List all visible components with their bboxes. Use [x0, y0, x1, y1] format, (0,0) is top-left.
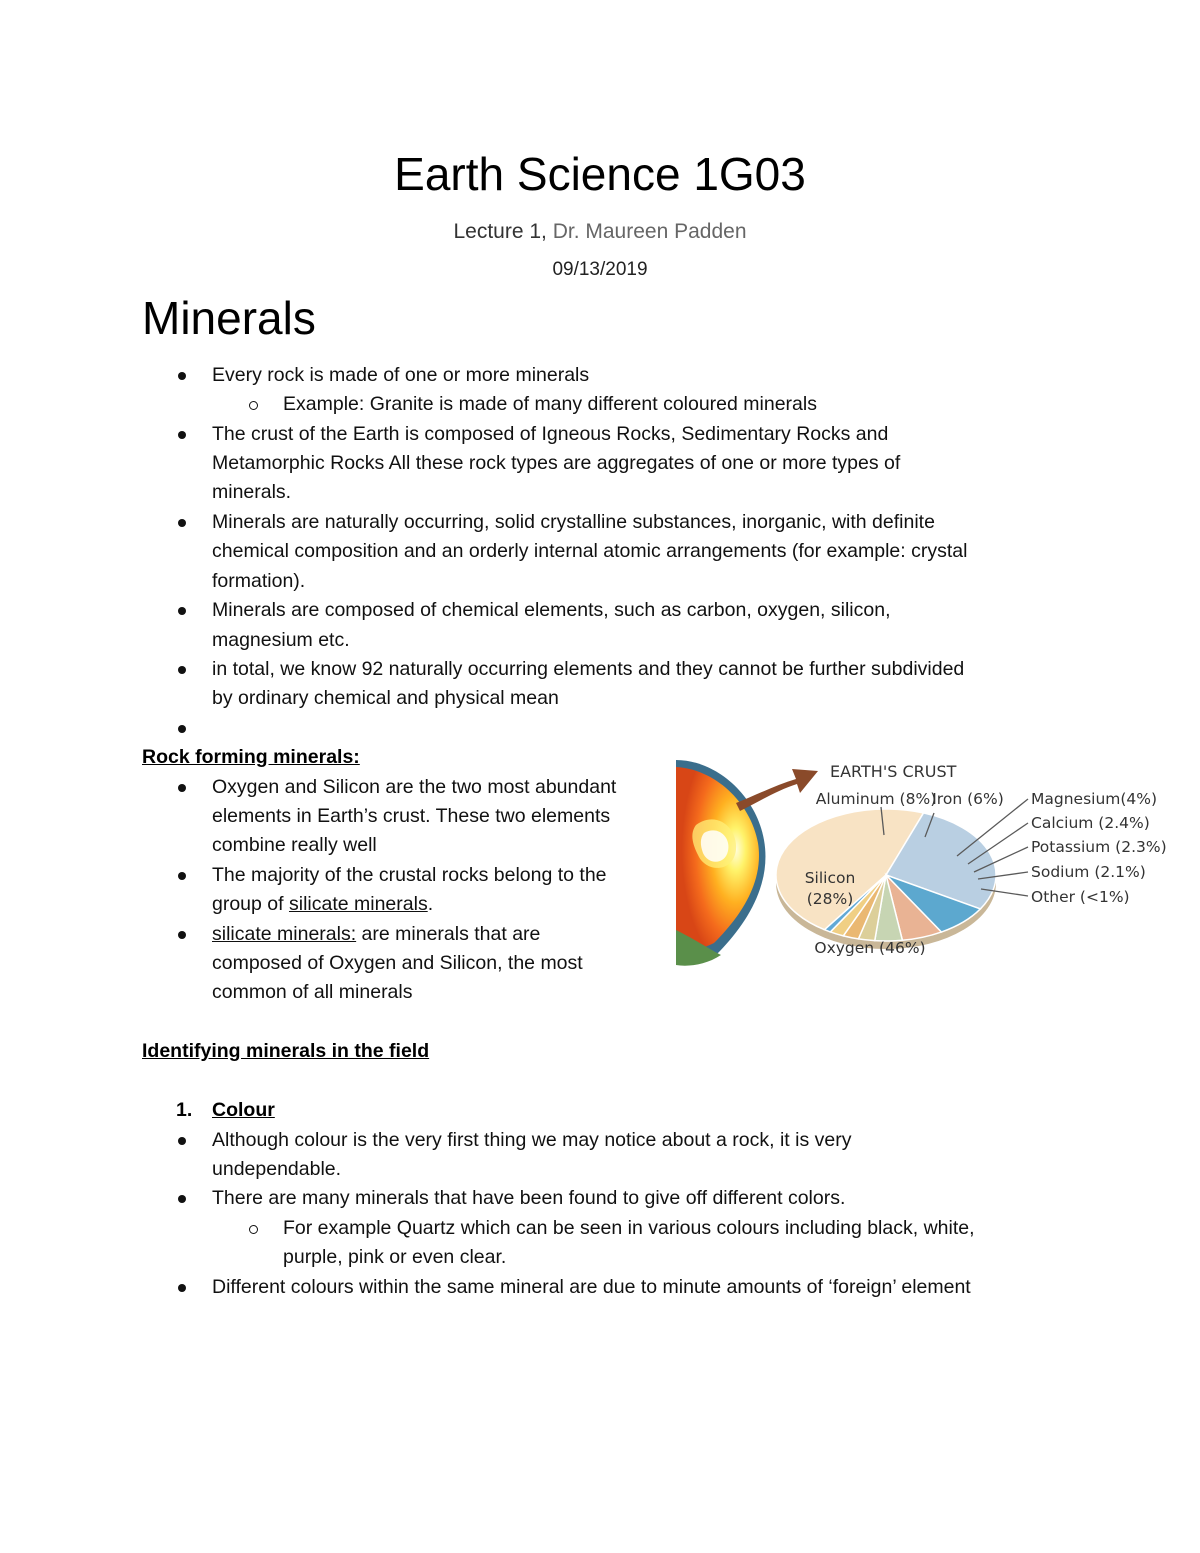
colour-bullet-3: Different colours within the same mineral are due to minute amounts of ‘foreign’ element	[212, 1276, 971, 1298]
minerals-bullet-3-line-2: chemical composition and an orderly internal atomic arrangements (for example: crystal	[212, 540, 968, 562]
bullet-dot	[178, 372, 186, 380]
silicate-minerals-link: silicate minerals	[288, 893, 428, 915]
minerals-bullet-1: Every rock is made of one or more minerals	[212, 364, 590, 386]
colour-bullet-2: There are many minerals that have been found to give off different colors.	[212, 1187, 846, 1209]
minerals-bullet-5-line-2: by ordinary chemical and physical mean	[212, 687, 559, 709]
earth-crust-pie-chart	[676, 755, 1176, 1005]
minerals-bullet-4-line-2: magnesium etc.	[212, 629, 350, 651]
lecturer-name: Dr. Maureen Padden	[552, 220, 747, 243]
colour-bullet-2-sub-line-2: purple, pink or even clear.	[283, 1246, 507, 1268]
rock-forming-bullet-3-line-1	[212, 920, 540, 950]
minerals-bullet-4-line-1: Minerals are composed of chemical elements, such as carbon, oxygen, silicon,	[212, 599, 891, 621]
bullet-dot	[178, 931, 186, 939]
colour-bullet-1-line-2: undependable.	[212, 1158, 342, 1180]
rock-forming-bullet-1-line-2: elements in Earth’s crust. These two elements	[212, 805, 611, 827]
minerals-bullet-2-line-1: The crust of the Earth is composed of Igneous Rocks, Sedimentary Rocks and	[212, 423, 889, 445]
lecture-number: Lecture 1,	[453, 220, 547, 243]
bullet-dot	[178, 1284, 186, 1292]
earth-globe-icon	[676, 760, 765, 966]
pie-label: Sodium (2.1%)	[1031, 863, 1146, 881]
minerals-bullet-1-sub: Example: Granite is made of many different coloured minerals	[283, 393, 817, 415]
minerals-bullet-2-line-3: minerals.	[212, 481, 292, 503]
pie-label: Aluminum (8%)	[815, 790, 937, 808]
pie-label: (28%)	[806, 890, 854, 908]
bullet-dot	[178, 872, 186, 880]
rock-forming-bullet-1-line-3: combine really well	[212, 834, 377, 856]
bullet-dot	[178, 784, 186, 792]
rock-forming-bullet-3-line-2: composed of Oxygen and Silicon, the most	[212, 952, 583, 974]
colour-heading: Colour	[212, 1099, 275, 1121]
bullet-dot	[178, 1195, 186, 1203]
minerals-bullet-5-line-1: in total, we know 92 naturally occurring elements and they cannot be further subdivided	[212, 658, 965, 680]
minerals-bullet-3-line-1: Minerals are naturally occurring, solid crystalline substances, inorganic, with definite	[212, 511, 935, 533]
pie-label: Magnesium(4%)	[1031, 790, 1158, 808]
colour-bullet-1-line-1: Although colour is the very first thing we may notice about a rock, it is very	[212, 1129, 852, 1151]
identifying-heading: Identifying minerals in the field	[142, 1040, 430, 1062]
rock-forming-bullet-1-line-1: Oxygen and Silicon are the two most abundant	[212, 776, 617, 798]
colour-bullet-2-sub-line-1: For example Quartz which can be seen in various colours including black, white,	[283, 1217, 975, 1239]
pointer-arrow-icon	[736, 769, 818, 811]
sub-bullet-circle	[249, 1225, 258, 1234]
list-number-1: 1.	[176, 1099, 193, 1121]
rock-forming-bullet-2-line-1: The majority of the crustal rocks belong to the	[212, 864, 607, 886]
pie-label: Oxygen (46%)	[814, 939, 926, 957]
pie-title: EARTH'S CRUST	[830, 762, 957, 781]
minerals-bullet-3-line-3: formation).	[212, 570, 306, 592]
pie-label: Silicon	[804, 869, 856, 887]
lecture-subtitle	[0, 217, 1200, 247]
document-title: Earth Science 1G03	[394, 148, 806, 200]
pie-label: Other (<1%)	[1031, 888, 1130, 906]
pie-label: Potassium (2.3%)	[1031, 838, 1167, 856]
bullet-dot	[178, 666, 186, 674]
text-fragment: .	[427, 893, 434, 915]
bullet-dot	[178, 431, 186, 439]
rock-forming-heading: Rock forming minerals:	[142, 746, 360, 768]
lecture-date: 09/13/2019	[552, 259, 648, 280]
text-fragment: group of	[212, 893, 289, 915]
silicate-minerals-term: silicate minerals:	[212, 923, 357, 945]
empty-bullet-dot	[178, 725, 186, 733]
minerals-bullet-2-line-2: Metamorphic Rocks All these rock types are aggregates of one or more types of	[212, 452, 901, 474]
bullet-dot	[178, 1137, 186, 1145]
earth-crust-figure	[676, 755, 1176, 1005]
text-fragment: are minerals that are	[356, 923, 541, 945]
rock-forming-bullet-3-line-3: common of all minerals	[212, 981, 413, 1003]
sub-bullet-circle	[249, 401, 258, 410]
pie-label: Calcium (2.4%)	[1031, 814, 1150, 832]
bullet-dot	[178, 519, 186, 527]
rock-forming-bullet-2-line-2	[212, 890, 433, 920]
pie-label: Iron (6%)	[932, 790, 1004, 808]
bullet-dot	[178, 607, 186, 615]
minerals-heading: Minerals	[142, 292, 316, 344]
